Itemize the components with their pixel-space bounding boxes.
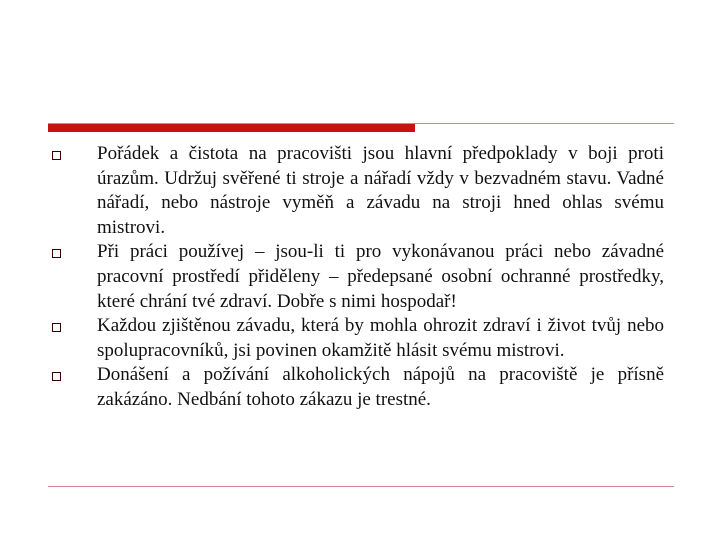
hollow-square-bullet-icon <box>52 323 61 332</box>
list-item <box>52 240 664 314</box>
hollow-square-bullet-icon <box>52 372 61 381</box>
bullet-text: Donášení a požívání alkoholických nápojů na pracoviště je přísně zakázáno. Nedbání tohoto zákazu je trestné. <box>97 364 664 410</box>
bottom-divider-line <box>48 486 674 487</box>
list-item <box>52 314 664 363</box>
bullet-list <box>52 142 664 413</box>
hollow-square-bullet-icon <box>52 249 61 258</box>
bullet-text: Při práci používej – jsou-li ti pro vykonávanou práci nebo závadné pracovní prostředí přiděleny – předepsané osobní ochranné prostředky, které chrání tvé zdraví. Dobře s nimi hospodař! <box>97 241 664 312</box>
hollow-square-bullet-icon <box>52 151 61 160</box>
accent-bar <box>48 124 415 132</box>
list-item <box>52 363 664 412</box>
bullet-text: Pořádek a čistota na pracovišti jsou hlavní předpoklady v boji proti úrazům. Udržuj svěřené ti stroje a nářadí vždy v bezvadném stavu. Vadné nářadí, nebo nástroje vyměň a závadu na stroji hned ohlas svému mistrovi. <box>97 143 664 238</box>
list-item <box>52 142 664 240</box>
bullet-text: Každou zjištěnou závadu, která by mohla ohrozit zdraví i život tvůj nebo spolupracovníků, jsi povinen okamžitě hlásit svému mistrovi. <box>97 315 664 361</box>
